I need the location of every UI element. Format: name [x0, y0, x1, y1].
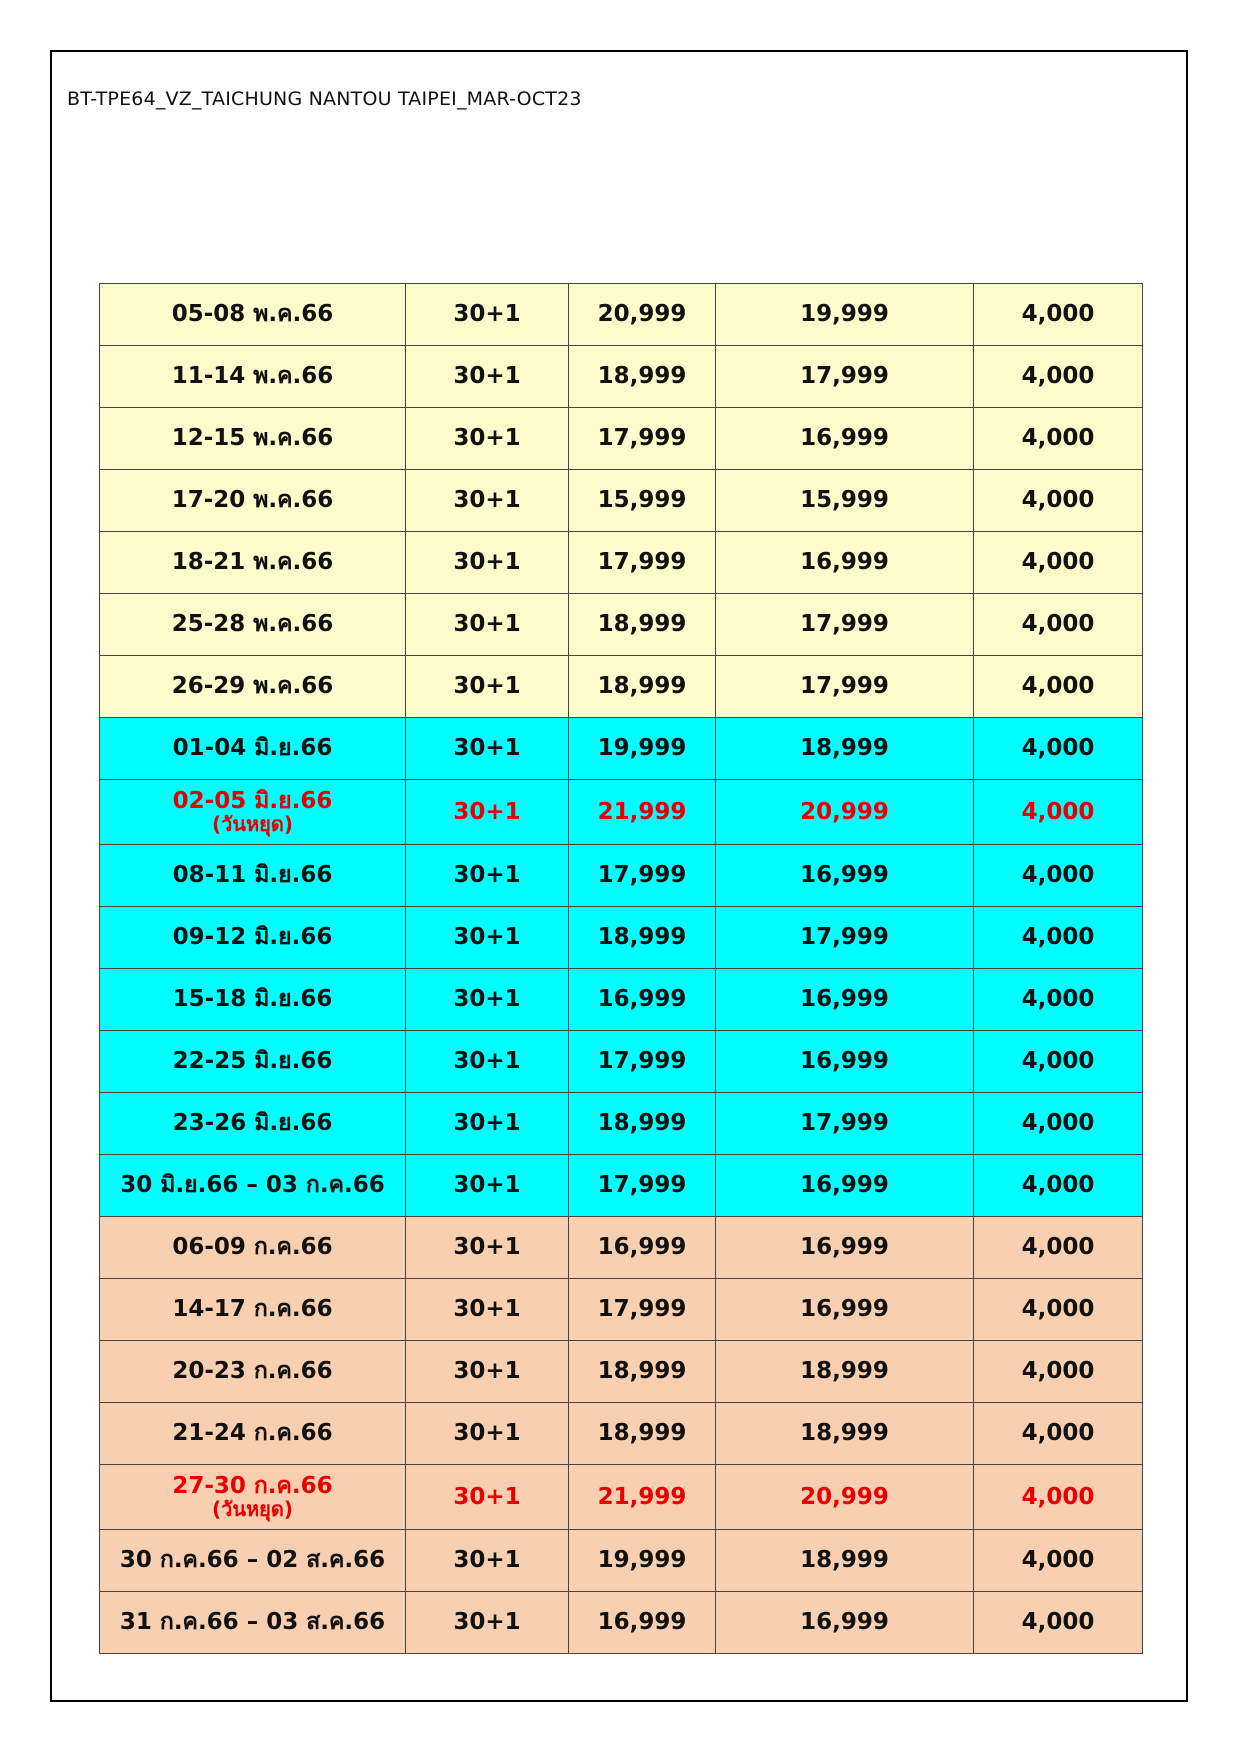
departure-date-cell — [100, 656, 406, 718]
price-3-cell: 4,000 — [974, 532, 1143, 594]
table-row — [100, 718, 1143, 780]
group-size-cell: 30+1 — [406, 1031, 569, 1093]
price-3-cell: 4,000 — [974, 780, 1143, 845]
table-row — [100, 1592, 1143, 1654]
table-row — [100, 656, 1143, 718]
table-row — [100, 408, 1143, 470]
price-table-body — [100, 284, 1143, 1654]
group-size-cell: 30+1 — [406, 1341, 569, 1403]
group-size-cell: 30+1 — [406, 1155, 569, 1217]
price-1-cell: 17,999 — [569, 845, 716, 907]
price-2-cell: 16,999 — [716, 1155, 974, 1217]
price-3-cell: 4,000 — [974, 907, 1143, 969]
departure-date-cell — [100, 1465, 406, 1530]
table-row — [100, 1530, 1143, 1592]
price-3-cell: 4,000 — [974, 1530, 1143, 1592]
price-2-cell: 18,999 — [716, 718, 974, 780]
price-3-cell: 4,000 — [974, 346, 1143, 408]
group-size-cell: 30+1 — [406, 718, 569, 780]
group-size-cell: 30+1 — [406, 656, 569, 718]
departure-date: 15-18 มิ.ย.66 — [172, 986, 333, 1013]
departure-date: 01-04 มิ.ย.66 — [172, 735, 333, 762]
price-3-cell: 4,000 — [974, 470, 1143, 532]
table-row — [100, 1217, 1143, 1279]
table-row-holiday — [100, 780, 1143, 845]
price-3-cell: 4,000 — [974, 1341, 1143, 1403]
departure-date: 06-09 ก.ค.66 — [172, 1234, 333, 1261]
price-1-cell: 18,999 — [569, 1093, 716, 1155]
price-2-cell: 16,999 — [716, 1217, 974, 1279]
price-1-cell: 18,999 — [569, 907, 716, 969]
price-2-cell: 20,999 — [716, 1465, 974, 1530]
table-row — [100, 532, 1143, 594]
departure-date-cell — [100, 969, 406, 1031]
price-1-cell: 19,999 — [569, 1530, 716, 1592]
departure-date-cell — [100, 1341, 406, 1403]
price-3-cell: 4,000 — [974, 1093, 1143, 1155]
group-size-cell: 30+1 — [406, 346, 569, 408]
departure-date-cell — [100, 1093, 406, 1155]
departure-date-cell — [100, 594, 406, 656]
price-1-cell: 18,999 — [569, 656, 716, 718]
departure-date: 23-26 มิ.ย.66 — [172, 1110, 333, 1137]
departure-date: 22-25 มิ.ย.66 — [172, 1048, 333, 1075]
price-3-cell: 4,000 — [974, 656, 1143, 718]
departure-date: 05-08 พ.ค.66 — [171, 301, 334, 328]
departure-date: 09-12 มิ.ย.66 — [172, 924, 333, 951]
document-title: BT-TPE64_VZ_TAICHUNG NANTOU TAIPEI_MAR-OCT23 — [67, 88, 582, 110]
price-1-cell: 15,999 — [569, 470, 716, 532]
price-2-cell: 15,999 — [716, 470, 974, 532]
price-1-cell: 16,999 — [569, 1217, 716, 1279]
table-row — [100, 1341, 1143, 1403]
price-3-cell: 4,000 — [974, 1217, 1143, 1279]
departure-date-cell — [100, 470, 406, 532]
group-size-cell: 30+1 — [406, 907, 569, 969]
departure-date: 25-28 พ.ค.66 — [171, 611, 334, 638]
price-2-cell: 17,999 — [716, 1093, 974, 1155]
price-2-cell: 18,999 — [716, 1403, 974, 1465]
departure-date-cell — [100, 718, 406, 780]
price-3-cell: 4,000 — [974, 1465, 1143, 1530]
group-size-cell: 30+1 — [406, 969, 569, 1031]
price-3-cell: 4,000 — [974, 1592, 1143, 1654]
price-3-cell: 4,000 — [974, 284, 1143, 346]
departure-date: 02-05 มิ.ย.66 — [172, 788, 333, 815]
price-3-cell: 4,000 — [974, 1279, 1143, 1341]
group-size-cell: 30+1 — [406, 1093, 569, 1155]
price-1-cell: 17,999 — [569, 532, 716, 594]
table-row — [100, 1031, 1143, 1093]
price-3-cell: 4,000 — [974, 594, 1143, 656]
price-1-cell: 18,999 — [569, 1341, 716, 1403]
departure-date: 14-17 ก.ค.66 — [172, 1296, 333, 1323]
price-2-cell: 17,999 — [716, 346, 974, 408]
price-3-cell: 4,000 — [974, 845, 1143, 907]
table-row — [100, 1403, 1143, 1465]
departure-date: 20-23 ก.ค.66 — [172, 1358, 333, 1385]
price-2-cell: 17,999 — [716, 656, 974, 718]
departure-date-cell — [100, 1031, 406, 1093]
price-2-cell: 18,999 — [716, 1530, 974, 1592]
price-2-cell: 16,999 — [716, 532, 974, 594]
group-size-cell: 30+1 — [406, 594, 569, 656]
table-row — [100, 346, 1143, 408]
price-1-cell: 18,999 — [569, 346, 716, 408]
table-row — [100, 1155, 1143, 1217]
departure-date-cell — [100, 1155, 406, 1217]
price-1-cell: 16,999 — [569, 969, 716, 1031]
table-row — [100, 969, 1143, 1031]
price-3-cell: 4,000 — [974, 1155, 1143, 1217]
table-row — [100, 907, 1143, 969]
group-size-cell: 30+1 — [406, 780, 569, 845]
price-2-cell: 19,999 — [716, 284, 974, 346]
departure-date-cell — [100, 780, 406, 845]
price-2-cell: 17,999 — [716, 594, 974, 656]
group-size-cell: 30+1 — [406, 1530, 569, 1592]
group-size-cell: 30+1 — [406, 470, 569, 532]
price-1-cell: 21,999 — [569, 780, 716, 845]
holiday-note: (วันหยุด) — [211, 811, 294, 836]
departure-date-cell — [100, 408, 406, 470]
price-3-cell: 4,000 — [974, 1031, 1143, 1093]
departure-date-cell — [100, 1530, 406, 1592]
price-1-cell: 19,999 — [569, 718, 716, 780]
departure-date: 18-21 พ.ค.66 — [171, 549, 334, 576]
departure-date-cell — [100, 284, 406, 346]
price-1-cell: 17,999 — [569, 1031, 716, 1093]
price-2-cell: 16,999 — [716, 1279, 974, 1341]
price-3-cell: 4,000 — [974, 969, 1143, 1031]
departure-date: 31 ก.ค.66 – 03 ส.ค.66 — [119, 1609, 386, 1636]
price-1-cell: 21,999 — [569, 1465, 716, 1530]
price-3-cell: 4,000 — [974, 1403, 1143, 1465]
departure-date-cell — [100, 845, 406, 907]
price-table — [99, 283, 1143, 1654]
departure-date: 30 ก.ค.66 – 02 ส.ค.66 — [119, 1547, 386, 1574]
departure-date: 27-30 ก.ค.66 — [172, 1473, 333, 1500]
departure-date-cell — [100, 907, 406, 969]
group-size-cell: 30+1 — [406, 1217, 569, 1279]
group-size-cell: 30+1 — [406, 1592, 569, 1654]
departure-date: 30 มิ.ย.66 – 03 ก.ค.66 — [120, 1172, 385, 1199]
price-3-cell: 4,000 — [974, 718, 1143, 780]
price-2-cell: 17,999 — [716, 907, 974, 969]
group-size-cell: 30+1 — [406, 532, 569, 594]
price-2-cell: 20,999 — [716, 780, 974, 845]
departure-date-cell — [100, 532, 406, 594]
price-2-cell: 16,999 — [716, 845, 974, 907]
departure-date: 26-29 พ.ค.66 — [171, 673, 334, 700]
price-1-cell: 18,999 — [569, 1403, 716, 1465]
table-row — [100, 284, 1143, 346]
departure-date: 11-14 พ.ค.66 — [171, 363, 334, 390]
price-1-cell: 16,999 — [569, 1592, 716, 1654]
departure-date-cell — [100, 1279, 406, 1341]
price-1-cell: 17,999 — [569, 1155, 716, 1217]
price-2-cell: 16,999 — [716, 1031, 974, 1093]
departure-date: 12-15 พ.ค.66 — [171, 425, 334, 452]
departure-date-cell — [100, 1217, 406, 1279]
price-2-cell: 18,999 — [716, 1341, 974, 1403]
group-size-cell: 30+1 — [406, 845, 569, 907]
table-row — [100, 1279, 1143, 1341]
group-size-cell: 30+1 — [406, 1403, 569, 1465]
table-row — [100, 845, 1143, 907]
departure-date-cell — [100, 1592, 406, 1654]
departure-date: 08-11 มิ.ย.66 — [172, 862, 333, 889]
price-2-cell: 16,999 — [716, 408, 974, 470]
price-1-cell: 20,999 — [569, 284, 716, 346]
table-row — [100, 470, 1143, 532]
group-size-cell: 30+1 — [406, 284, 569, 346]
holiday-note: (วันหยุด) — [211, 1496, 294, 1521]
price-1-cell: 17,999 — [569, 1279, 716, 1341]
departure-date-cell — [100, 346, 406, 408]
price-2-cell: 16,999 — [716, 969, 974, 1031]
group-size-cell: 30+1 — [406, 408, 569, 470]
departure-date-cell — [100, 1403, 406, 1465]
table-row — [100, 594, 1143, 656]
group-size-cell: 30+1 — [406, 1465, 569, 1530]
price-2-cell: 16,999 — [716, 1592, 974, 1654]
table-row-holiday — [100, 1465, 1143, 1530]
table-row — [100, 1093, 1143, 1155]
departure-date: 17-20 พ.ค.66 — [171, 487, 334, 514]
price-3-cell: 4,000 — [974, 408, 1143, 470]
departure-date: 21-24 ก.ค.66 — [172, 1420, 333, 1447]
group-size-cell: 30+1 — [406, 1279, 569, 1341]
price-1-cell: 17,999 — [569, 408, 716, 470]
price-1-cell: 18,999 — [569, 594, 716, 656]
